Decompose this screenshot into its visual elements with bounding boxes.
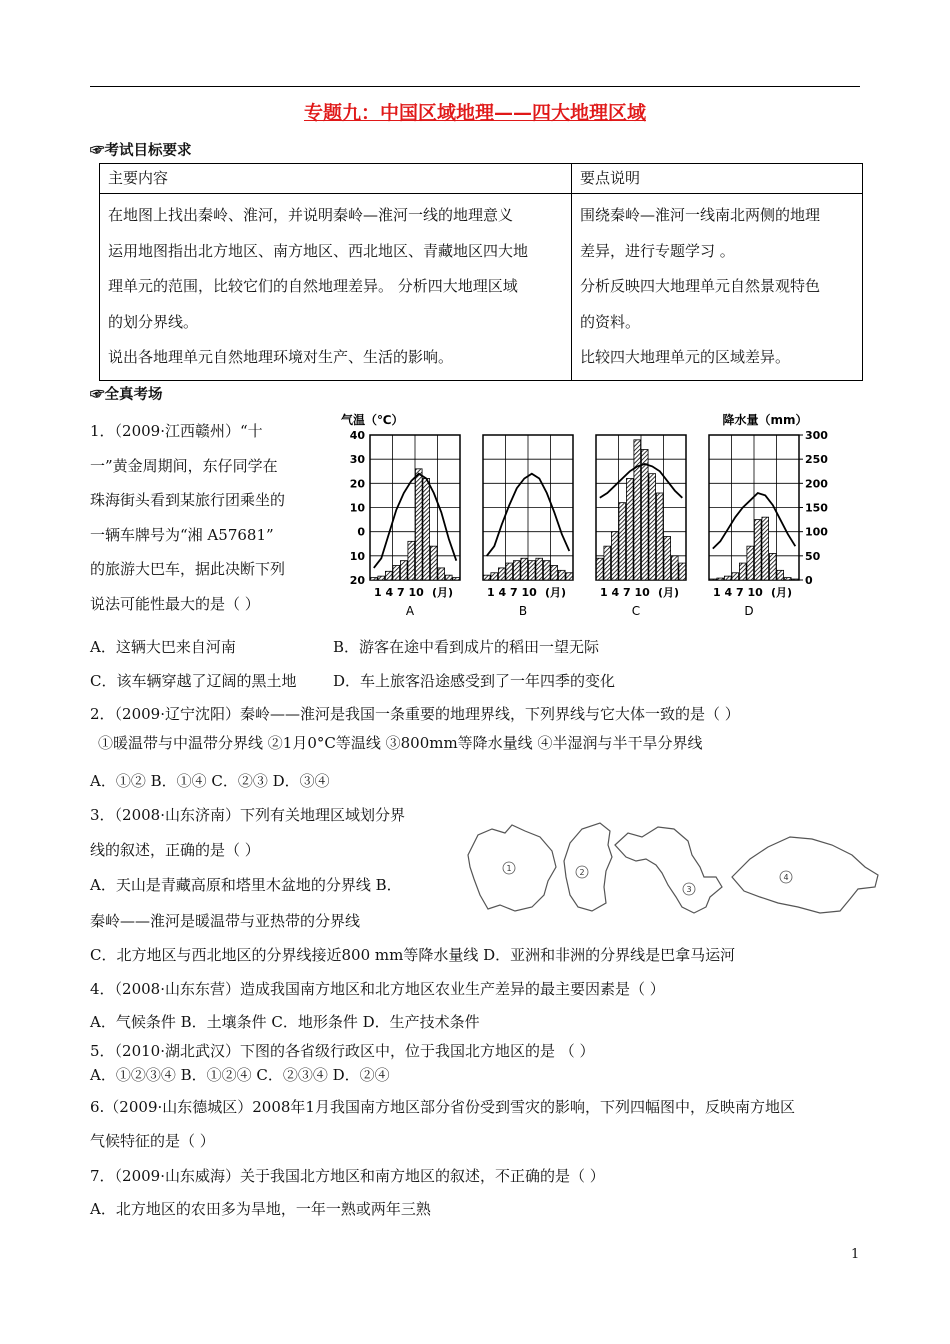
precip-tick-label: 200 — [805, 477, 828, 491]
province-2-outline — [564, 823, 612, 911]
temp-tick-label: 0 — [357, 525, 365, 539]
precip-bar — [528, 561, 535, 580]
precip-bar — [777, 570, 784, 580]
precip-bar — [393, 566, 400, 581]
main-content-line: 理单元的范围，比较它们的自然地理差异。 分析四大地理区域 — [108, 277, 518, 295]
precip-bar — [717, 578, 724, 580]
precip-bar — [543, 561, 550, 580]
q1-stem — [90, 414, 285, 622]
q1-line: 的旅游大巴车，据此决断下列 — [90, 560, 286, 579]
month-unit-label: (月) — [545, 586, 567, 599]
temp-tick-label: 20 — [349, 477, 365, 491]
precip-bar — [792, 579, 799, 580]
chart-panel-B — [483, 435, 573, 618]
province-3-label: 3 — [686, 885, 692, 894]
chart-panels — [370, 435, 799, 618]
province-3-outline — [615, 827, 722, 913]
q3-line: 3．（2008·山东济南）下列有关地理区域划分界 — [90, 806, 405, 824]
q6-line: 6.（2009·山东德城区）2008年1月我国南方地区部分省份受到雪灾的影响，下列四幅图中，反映南方地区 — [90, 1098, 795, 1116]
month-tick-labels: 1 4 7 10 — [487, 586, 537, 599]
province-1-outline — [468, 825, 556, 911]
precip-bar — [498, 568, 505, 580]
chart-panel-C — [596, 435, 686, 618]
precip-bar — [732, 573, 739, 580]
q7-stem: 7．（2009·山东威海）关于我国北方地区和南方地区的叙述，不正确的是（ ） — [90, 1167, 605, 1185]
q2-options: A．①② B．①④ C．②③ D．③④ — [90, 772, 330, 790]
precip-bar — [604, 546, 611, 580]
q3-line: A．天山是青藏高原和塔里木盆地的分界线 B． — [90, 876, 402, 894]
page-number: 1 — [851, 1247, 860, 1262]
q1-option-a: A．这辆大巴来自河南 — [90, 638, 236, 656]
q1-line: 1．（2009·江西赣州）“十 — [90, 422, 263, 440]
key-points-cell — [572, 194, 863, 381]
precip-bar — [551, 566, 558, 581]
chart-panel-label: C — [631, 604, 641, 618]
precip-bar — [536, 558, 543, 580]
precip-bar — [513, 561, 520, 580]
province-2-label: 2 — [579, 868, 585, 877]
precip-bar — [430, 546, 437, 580]
key-point-line: 的资料。 — [580, 312, 641, 331]
q1-line: 一辆车牌号为“湘 A57681” — [90, 525, 274, 544]
temp-tick-label: 40 — [349, 429, 365, 442]
month-tick-labels: 1 4 7 10 — [374, 586, 424, 599]
precip-bar — [506, 563, 513, 580]
precip-bar — [769, 553, 776, 580]
key-point-line: 围绕秦岭—淮河一线南北两侧的地理 — [580, 206, 821, 224]
chart-panel-D — [709, 435, 799, 618]
temp-tick-label: 10 — [349, 501, 365, 515]
precip-bar — [619, 503, 626, 580]
chart-panel-label: B — [518, 604, 528, 618]
precip-bar — [739, 563, 746, 580]
precip-bar — [762, 517, 769, 580]
temp-tick-label: 20 — [349, 574, 365, 587]
precip-bar — [596, 558, 603, 580]
col2-header: 要点说明 — [572, 164, 863, 194]
precip-bar — [558, 570, 565, 580]
province-4-outline — [732, 837, 878, 913]
precip-bar — [521, 558, 528, 580]
goals-table — [99, 163, 863, 381]
precip-bar — [671, 556, 678, 580]
precip-bar — [370, 578, 377, 580]
q1-line: 说法可能性最大的是（ ） — [90, 594, 260, 613]
q1-line: 珠海街头看到某旅行团乘坐的 — [90, 491, 286, 510]
q3-line: 线的叙述，正确的是（ ） — [90, 841, 260, 859]
month-unit-label: (月) — [771, 586, 793, 599]
temp-tick-label: 10 — [349, 549, 365, 563]
precip-tick-label: 100 — [805, 525, 828, 539]
precip-bar — [385, 571, 392, 580]
precip-axis-ticks — [799, 429, 828, 587]
main-content-line: 的划分界线。 — [108, 312, 199, 331]
precip-bar — [754, 520, 761, 580]
col1-header: 主要内容 — [100, 164, 572, 194]
chart-panel-A — [370, 435, 460, 618]
main-content-line: 说出各地理单元自然地理环境对生产、生活的影响。 — [108, 348, 454, 366]
precip-bar — [724, 576, 731, 580]
q2-stem: 2．（2009·辽宁沈阳）秦岭——淮河是我国一条重要的地理界线，下列界线与它大体一致的是（ ） — [90, 705, 740, 723]
precip-bar — [566, 573, 573, 580]
q5-stem: 5．（2010·湖北武汉）下图的各省级行政区中，位于我国北方地区的是 （ ） — [90, 1042, 595, 1060]
q6-line: 气候特征的是（ ） — [90, 1132, 215, 1150]
q3-line: C．北方地区与西北地区的分界线接近800 mm等降水量线 D．亚洲和非洲的分界线是巴拿马运河 — [90, 946, 736, 964]
q7-option-a: A．北方地区的农田多为旱地，一年一熟或两年三熟 — [90, 1200, 431, 1218]
precip-tick-label: 0 — [805, 574, 813, 587]
section-goals-heading: ☞考试目标要求 — [90, 142, 192, 159]
precip-bar — [483, 575, 490, 580]
precip-bar — [453, 578, 460, 580]
precip-tick-label: 250 — [805, 453, 828, 467]
main-content-line: 在地图上找出秦岭、淮河，并说明秦岭—淮河一线的地理意义 — [108, 206, 514, 224]
precip-bar — [408, 541, 415, 580]
chart-panel-label: A — [405, 604, 415, 618]
precip-bar — [445, 575, 452, 580]
province-4-label: 4 — [783, 873, 789, 882]
precip-bar — [679, 563, 686, 580]
main-content-cell — [100, 194, 572, 381]
temp-axis-title: 气温（℃） — [341, 413, 404, 427]
header-rule — [90, 86, 860, 87]
q4-options: A．气候条件 B．土壤条件 C．地形条件 D．生产技术条件 — [90, 1013, 480, 1031]
page-title: 专题九：中国区域地理——四大地理区域 — [303, 102, 646, 124]
q1-option-d: D．车上旅客沿途感受到了一年四季的变化 — [333, 672, 616, 690]
precip-bar — [747, 546, 754, 580]
temp-tick-label: 30 — [349, 453, 365, 467]
precip-bar — [423, 479, 430, 581]
precip-bar — [641, 450, 648, 581]
precip-bar — [656, 493, 663, 580]
q5-options: A．①②③④ B．①②④ C．②③④ D．②④ — [90, 1066, 390, 1084]
precip-bar — [634, 440, 641, 580]
q2-choices: ①暖温带与中温带分界线 ②1月0°C等温线 ③800mm等降水量线 ④半湿润与半干旱分界线 — [98, 734, 703, 752]
precip-bar — [415, 469, 422, 580]
precip-bar — [626, 479, 633, 581]
q3-line: 秦岭——淮河是暖温带与亚热带的分界线 — [90, 912, 361, 930]
section-exam-heading: ☞全真考场 — [90, 386, 163, 403]
precip-bar — [400, 561, 407, 580]
main-content-line: 运用地图指出北方地区、南方地区、西北地区、青藏地区四大地 — [108, 241, 529, 260]
month-tick-labels: 1 4 7 10 — [600, 586, 650, 599]
precip-bar — [438, 568, 445, 580]
month-unit-label: (月) — [658, 586, 680, 599]
month-tick-labels: 1 4 7 10 — [713, 586, 763, 599]
precip-bar — [664, 537, 671, 581]
precip-bar — [649, 474, 656, 580]
precip-axis-title: 降水量（mm） — [722, 413, 808, 427]
q1-option-c: C．该车辆穿越了辽阔的黑土地 — [90, 672, 297, 690]
precip-tick-label: 50 — [805, 549, 821, 563]
temp-axis-ticks — [350, 429, 366, 587]
province-outline-map — [460, 815, 885, 920]
precip-bar — [611, 532, 618, 580]
province-1-label: 1 — [506, 864, 512, 873]
q4-stem: 4．（2008·山东东营）造成我国南方地区和北方地区农业生产差异的最主要因素是（ ） — [90, 980, 665, 998]
precip-bar — [491, 573, 498, 580]
chart-panel-label: D — [744, 604, 754, 618]
precip-tick-label: 150 — [805, 501, 828, 515]
climate-charts — [335, 410, 830, 625]
precip-bar — [378, 576, 385, 580]
q1-option-b: B．游客在途中看到成片的稻田一望无际 — [333, 638, 600, 656]
key-point-line: 分析反映四大地理单元自然景观特色 — [580, 277, 821, 295]
key-point-line: 差异，进行专题学习 。 — [580, 241, 735, 260]
key-point-line: 比较四大地理单元的区域差异。 — [580, 348, 791, 366]
precip-bar — [709, 579, 716, 580]
month-unit-label: (月) — [432, 586, 454, 599]
q1-line: 一”黄金周期间，东仔同学在 — [90, 456, 278, 475]
precip-bar — [784, 578, 791, 580]
precip-tick-label: 300 — [805, 429, 828, 442]
